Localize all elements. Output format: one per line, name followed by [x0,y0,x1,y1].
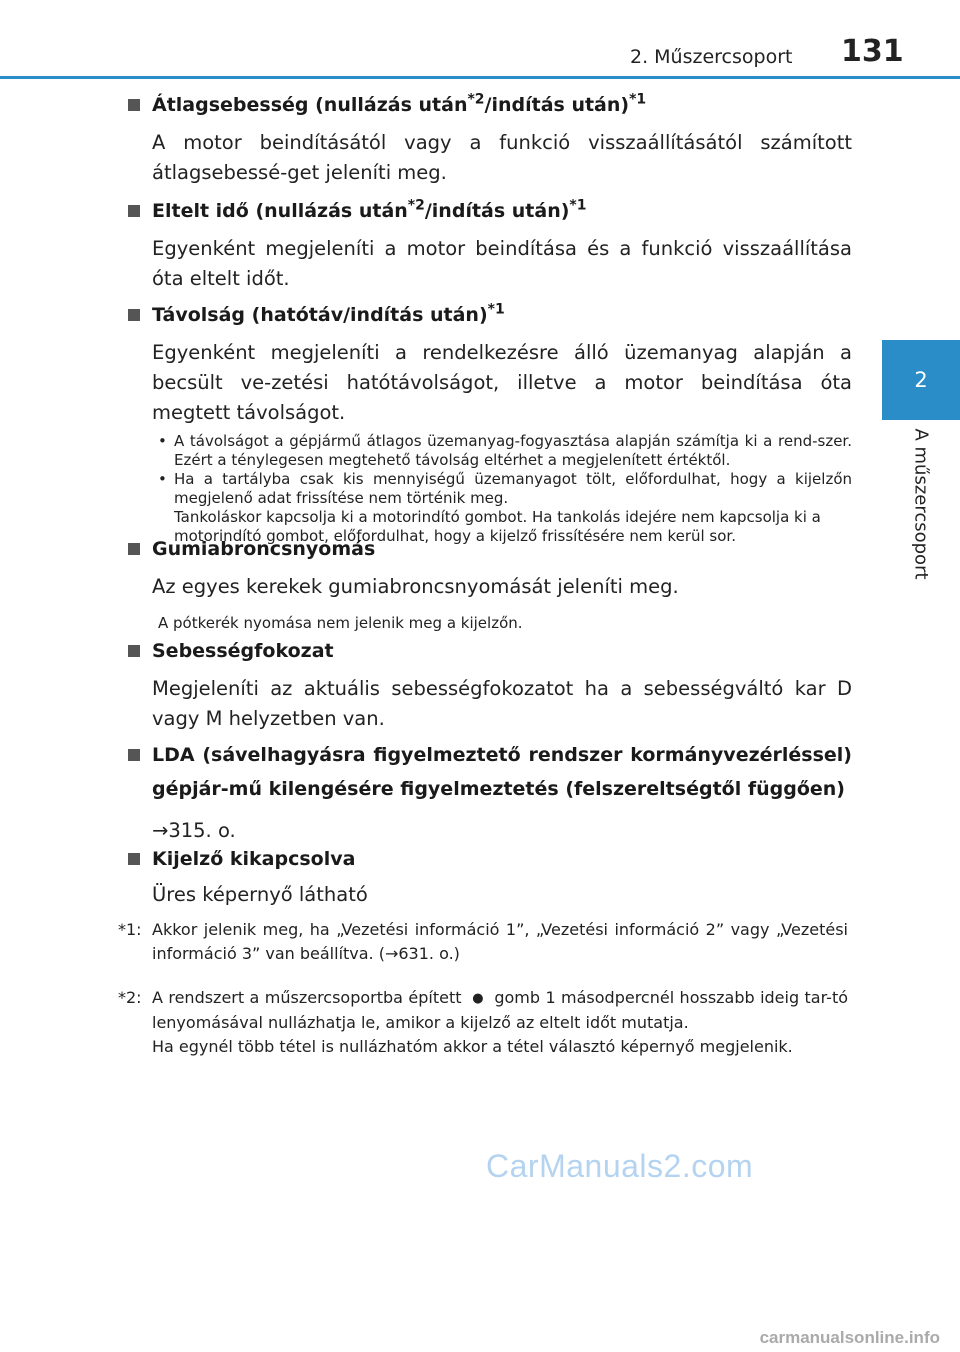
section-lda [128,738,852,846]
list-item: • A távolságot a gépjármű átlagos üzemanyag-fogyasztása alapján számítja ki a rend-szer. Ezért a ténylegesen megtehető távolság eltérhet a megjelenített értéktől. [158,432,852,470]
footnote-text: Akkor jelenik meg, ha „Vezetési információ 1”, „Vezetési információ 2” vagy „Vezetési információ 3” van beállítva. (→631. o.) [152,920,848,963]
section-heading: Kijelző kikapcsolva [128,842,852,876]
page-number: 131 [841,34,904,69]
square-bullet-icon [128,749,140,761]
chapter-tab [882,340,960,420]
square-bullet-icon [128,309,140,321]
section-body: Üres képernyő látható [152,883,368,906]
section-heading: Gumiabroncsnyomás [128,532,852,566]
section-body: Megjeleníti az aktuális sebességfokozatot ha a sebességváltó kar D vagy M helyzetben van. [152,677,852,730]
section-distance [128,298,852,546]
list-item-continuation: Tankoláskor kapcsolja ki a motorindító gombot. Ha tankolás idejére nem kapcsolja ki a motorindító gombot, előfordulhat, hogy a kijelző frissítésére nem kerül sor. [174,508,821,545]
header-rule [0,76,960,79]
chapter-number: 2 [914,368,928,392]
section-body: Az egyes kerekek gumiabroncsnyomását jeleníti meg. [152,575,679,598]
square-bullet-icon [128,543,140,555]
section-heading: Eltelt idő (nullázás után$^{*2}$/indítás után)$^{*1}$ [128,194,852,228]
chapter-title: A műszercsoport [910,428,932,580]
section-heading: LDA (sávelhagyásra figyelmeztető rendszer kormányvezérléssel) gépjár-mű kilengésére figyelmeztetés (felszereltségtől függően) [128,738,852,806]
footnote-text: A rendszert a műszercsoportba épített ● gomb 1 másodpercnél hosszabb ideig tar-tó lenyomásával nullázhatja le, amikor a kijelző az eltelt időt mutatja. Ha egynél több tétel is nullázhatóm akkor a tétel választó képernyő megjelenik. [152,988,849,1056]
section-tire-pressure [128,532,852,633]
section-elapsed-time [128,194,852,294]
square-bullet-icon [128,99,140,111]
section-gear [128,634,852,734]
section-body: Egyenként megjeleníti a rendelkezésre álló üzemanyag alapján a becsült ve-zetési hatótávolságot, illetve a motor beindítása óta megtett távolságot. [152,341,852,424]
button-dot-icon: ● [472,991,484,1006]
section-body-page-ref: →315. o. [152,819,236,842]
section-display-off [128,842,852,910]
footnote-1 [118,918,848,966]
footnote-mark: *2: [118,988,142,1007]
list-item: • Ha a tartályba csak kis mennyiségű üzemanyagot tölt, előfordulhat, hogy a kijelzőn megjelenő adat frissítése nem történik meg. [158,470,852,508]
footer-watermark: carmanualsonline.info [759,1328,940,1347]
square-bullet-icon [128,205,140,217]
footnote-mark: *1: [118,920,142,939]
section-average-speed [128,88,852,188]
square-bullet-icon [128,853,140,865]
section-note: A pótkerék nyomása nem jelenik meg a kijelzőn. [158,614,523,632]
square-bullet-icon [128,645,140,657]
section-heading: Távolság (hatótáv/indítás után)$^{*1}$ [128,298,852,332]
footnote-2 [118,986,848,1059]
watermark-logo: CarManuals2.com [486,1148,754,1184]
section-body: Egyenként megjeleníti a motor beindítása és a funkció visszaállítása óta eltelt időt. [152,237,852,290]
header-section-title: 2. Műszercsoport [630,46,793,68]
section-body: A motor beindításától vagy a funkció visszaállításától számított átlagsebessé-get jeleníti meg. [152,131,852,184]
section-heading: Sebességfokozat [128,634,852,668]
section-heading: Átlagsebesség (nullázás után$^{*2}$/indítás után)$^{*1}$ [128,88,852,122]
